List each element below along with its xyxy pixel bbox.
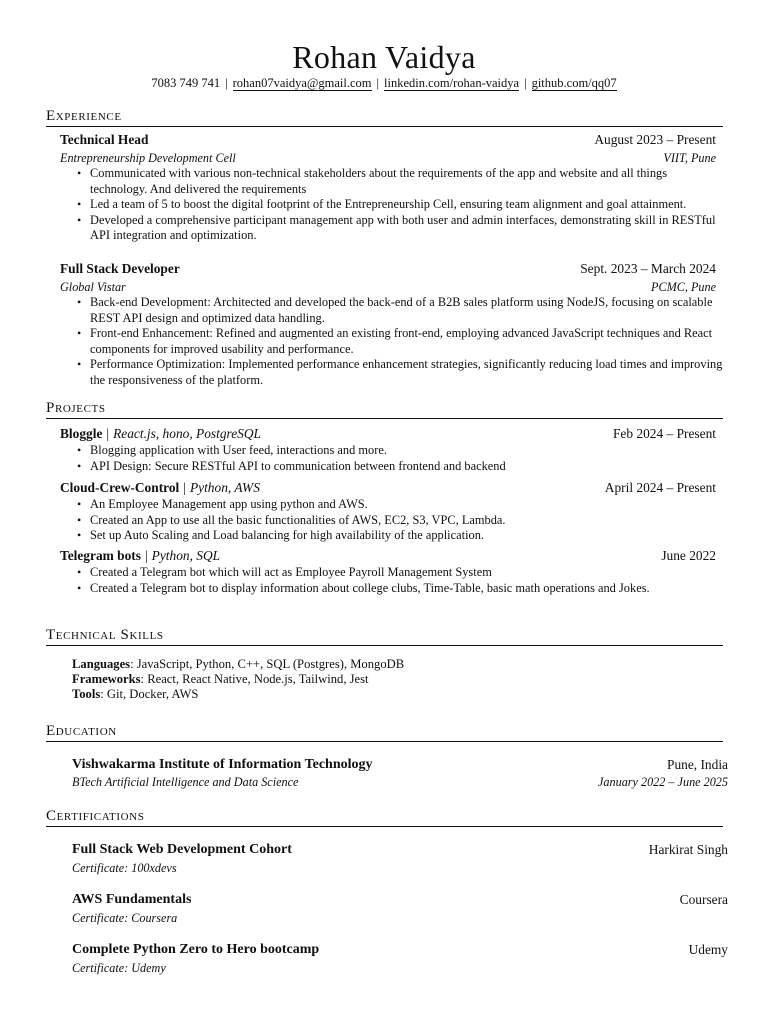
- project-name: Bloggle: [60, 426, 103, 441]
- project-dates: June 2022: [661, 548, 716, 563]
- project-header: [60, 548, 716, 564]
- resume-name: Rohan Vaidya: [292, 39, 476, 75]
- contact-line: [0, 75, 768, 91]
- list-item: • Blogging application with User feed, interactions and more.: [62, 443, 723, 459]
- certification-issuer: Harkirat Singh: [648, 842, 728, 857]
- certification-name: AWS Fundamentals: [72, 892, 192, 907]
- job-location: VIIT, Pune: [663, 151, 716, 165]
- separator: |: [376, 76, 380, 90]
- certification-issuer: Udemy: [688, 942, 728, 957]
- separator: |: [106, 426, 110, 441]
- experience-subheader: [60, 279, 716, 295]
- experience-bullets: [62, 295, 726, 388]
- job-org: Entrepreneurship Development Cell: [60, 151, 236, 165]
- github-link[interactable]: github.com/qq07: [531, 76, 617, 90]
- school-location: Pune, India: [667, 757, 728, 772]
- skill-label: Languages: [72, 657, 131, 671]
- degree-name: BTech Artificial Intelligence and Data Science: [72, 775, 299, 789]
- skill-value: React, React Native, Node.js, Tailwind, Jest: [147, 671, 369, 686]
- certification-name: Full Stack Web Development Cohort: [72, 842, 292, 857]
- project-tech: Python, AWS: [189, 480, 260, 495]
- job-location: PCMC, Pune: [651, 280, 716, 294]
- section-title-projects: Projects: [46, 399, 723, 419]
- list-item: • Performance Optimization: Implemented performance enhancement strategies, significantly reducing load times and improving the responsiveness of the platform.: [62, 357, 726, 388]
- skill-label: Frameworks: [72, 671, 141, 686]
- project-name: Telegram bots: [60, 548, 141, 563]
- certification-header: [72, 842, 728, 858]
- section-title-skills: Technical Skills: [46, 626, 723, 646]
- skill-row: Tools: Git, Docker, AWS: [72, 686, 199, 701]
- school-name: Vishwakarma Institute of Information Technology: [72, 757, 373, 772]
- project-header: [60, 480, 716, 496]
- certification-header: [72, 892, 728, 908]
- project-bullets: [62, 565, 726, 596]
- list-item: • Front-end Enhancement: Refined and augmented an existing front-end, employing advanced JavaScript techniques and React components for improved usability and performance.: [62, 326, 726, 357]
- experience-header: [60, 261, 716, 277]
- certification-detail: Certificate: Coursera: [72, 911, 178, 925]
- section-title-education: Education: [46, 722, 723, 742]
- experience-subheader: [60, 150, 716, 166]
- list-item: • Communicated with various non-technical stakeholders about the requirements of the app and website and all things technology. And delivered the requirements: [62, 166, 723, 197]
- experience-header: [60, 132, 716, 148]
- certification-detail: Certificate: 100xdevs: [72, 861, 177, 875]
- job-dates: August 2023 – Present: [594, 132, 716, 147]
- linkedin-link[interactable]: linkedin.com/rohan-vaidya: [384, 76, 520, 90]
- skill-label: Tools: [72, 686, 101, 701]
- list-item: • Developed a comprehensive participant management app with both user and admin interfaces, demonstrating skill in RESTful API integration and optimization.: [62, 213, 723, 244]
- job-title: Full Stack Developer: [60, 261, 180, 276]
- project-name: Cloud-Crew-Control: [60, 480, 180, 495]
- section-title-certifications: Certifications: [46, 807, 723, 827]
- project-dates: April 2024 – Present: [604, 480, 716, 495]
- list-item: • Created an App to use all the basic functionalities of AWS, EC2, S3, VPC, Lambda.: [62, 513, 723, 529]
- education-subheader: [72, 774, 728, 790]
- list-item: • An Employee Management app using python and AWS.: [62, 497, 723, 513]
- job-dates: Sept. 2023 – March 2024: [580, 261, 716, 276]
- skills-list: [72, 657, 722, 701]
- project-header: [60, 426, 716, 442]
- certification-issuer: Coursera: [679, 892, 728, 907]
- project-tech: React.js, hono, PostgreSQL: [113, 426, 261, 441]
- separator: |: [183, 480, 186, 495]
- skill-row: Languages: JavaScript, Python, C++, SQL (Postgres), MongoDB: [72, 657, 405, 671]
- list-item: • Back-end Development: Architected and developed the back-end of a B2B sales platform using NodeJS, focusing on scalable REST API design and optimized data handling.: [62, 295, 726, 326]
- skill-row: Frameworks: React, React Native, Node.js, Tailwind, Jest: [72, 671, 369, 686]
- education-header: [72, 757, 728, 773]
- list-item: • Led a team of 5 to boost the digital footprint of the Entrepreneurship Cell, ensuring team alignment and goal attainment.: [62, 197, 723, 213]
- certification-name: Complete Python Zero to Hero bootcamp: [72, 942, 320, 957]
- phone-number: 7083 749 741: [151, 76, 221, 90]
- skill-value: JavaScript, Python, C++, SQL (Postgres), MongoDB: [136, 657, 405, 671]
- separator: |: [144, 548, 148, 563]
- experience-bullets: [62, 166, 723, 244]
- separator: |: [225, 76, 228, 90]
- project-dates: Feb 2024 – Present: [612, 426, 716, 441]
- list-item: • Created a Telegram bot to display information about college clubs, Time-Table, basic math operations and Jokes.: [62, 581, 726, 597]
- job-title: Technical Head: [60, 132, 149, 147]
- certification-header: [72, 942, 728, 958]
- certification-detail: Certificate: Udemy: [72, 961, 166, 975]
- job-org: Global Vistar: [60, 280, 126, 294]
- project-bullets: [62, 443, 723, 474]
- email-link[interactable]: rohan07vaidya@gmail.com: [232, 76, 372, 90]
- list-item: • Created a Telegram bot which will act as Employee Payroll Management System: [62, 565, 726, 581]
- section-title-experience: Experience: [46, 107, 723, 127]
- list-item: • Set up Auto Scaling and Load balancing for high availability of the application.: [62, 528, 723, 544]
- education-dates: January 2022 – June 2025: [598, 775, 728, 789]
- project-bullets: [62, 497, 723, 544]
- list-item: • API Design: Secure RESTful API to communication between frontend and backend: [62, 459, 723, 475]
- project-tech: Python, SQL: [151, 548, 221, 563]
- separator: |: [524, 76, 527, 90]
- skill-value: Git, Docker, AWS: [106, 686, 199, 701]
